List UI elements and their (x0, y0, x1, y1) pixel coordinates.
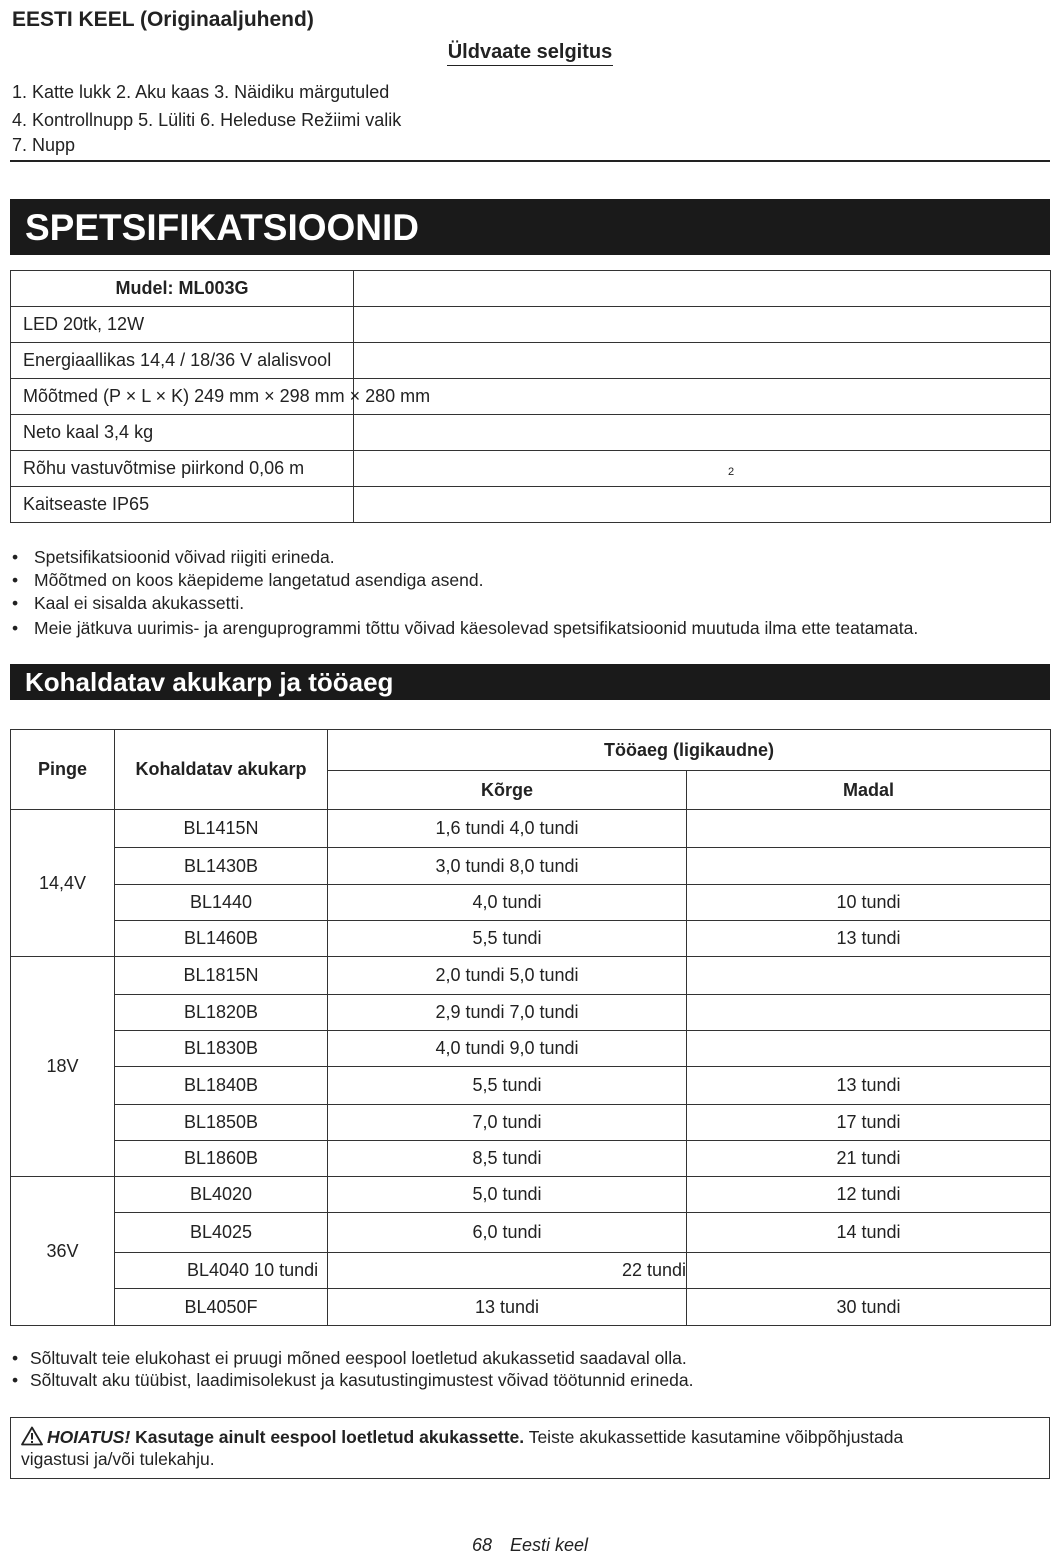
spec-dimensions: Mõõtmed (P × L × K) 249 mm × 298 mm × 280 mm (11, 379, 354, 415)
high-cell: 5,0 tundi (328, 1177, 687, 1213)
model-label: Mudel: ML003G (11, 271, 354, 307)
low-cell (687, 810, 1051, 848)
bullet-icon: • (12, 1370, 19, 1390)
model-cell: BL4025 (115, 1213, 328, 1253)
parts-line-2: 4. Kontrollnupp 5. Lüliti 6. Heleduse Režiimi valik (12, 110, 402, 130)
specs-header-row (11, 271, 1051, 307)
table-row (11, 1213, 1051, 1253)
battery-table (10, 729, 1051, 1326)
high-cell: 3,0 tundi 8,0 tundi (328, 848, 687, 885)
high-cell: 6,0 tundi (328, 1213, 687, 1253)
spec-value-cell (354, 379, 1051, 415)
table-row (11, 1105, 1051, 1141)
high-cell: 5,5 tundi (328, 921, 687, 957)
overview-title-text: Üldvaate selgitus (447, 41, 614, 66)
low-cell (687, 995, 1051, 1031)
low-cell: 12 tundi (687, 1177, 1051, 1213)
warning-text-line2: vigastusi ja/või tulekahju. (21, 1449, 215, 1469)
spec-protection: Kaitseaste IP65 (11, 487, 354, 523)
bullet-icon: • (12, 618, 19, 638)
low-cell: 14 tundi (687, 1213, 1051, 1253)
battery-note (12, 1348, 687, 1369)
table-row (11, 1141, 1051, 1177)
model-cell: BL1840B (115, 1067, 328, 1105)
page-number: 68 (471, 1535, 492, 1555)
spec-value-cell (354, 415, 1051, 451)
high-cell: 1,6 tundi 4,0 tundi (328, 810, 687, 848)
spec-value-cell (354, 343, 1051, 379)
spec-row (11, 487, 1051, 523)
high-cell: 2,0 tundi 5,0 tundi (328, 957, 687, 995)
battery-header-row (11, 730, 1051, 771)
spec-note-text: Kaal ei sisalda akukassetti. (34, 593, 245, 613)
spec-led: LED 20tk, 12W (11, 307, 354, 343)
high-cell: 13 tundi (328, 1289, 687, 1326)
spec-note (12, 570, 483, 591)
model-cell: BL1430B (115, 848, 328, 885)
low-cell (687, 1031, 1051, 1067)
warning-label: HOIATUS! (47, 1427, 131, 1447)
section-divider (10, 160, 1050, 162)
table-row (11, 1177, 1051, 1213)
spec-power-source: Energiaallikas 14,4 / 18/36 V alalisvool (11, 343, 354, 379)
col-high-header: Kõrge (328, 771, 687, 810)
spec-net-weight: Neto kaal 3,4 kg (11, 415, 354, 451)
warning-triangle-icon (21, 1426, 43, 1446)
parts-line-3: 7. Nupp (12, 135, 76, 155)
warning-text: Teiste akukassettide kasutamine võibpõhjustada (528, 1427, 904, 1447)
spec-value-cell (354, 307, 1051, 343)
model-cell: BL1815N (115, 957, 328, 995)
voltage-cell: 36V (11, 1177, 115, 1326)
low-cell: 21 tundi (687, 1141, 1051, 1177)
bullet-icon: • (12, 1348, 19, 1368)
spec-note (12, 618, 918, 639)
table-row (11, 1031, 1051, 1067)
overview-title (0, 41, 1060, 64)
model-cell: BL1460B (115, 921, 328, 957)
model-cell: BL1830B (115, 1031, 328, 1067)
high-cell: 4,0 tundi 9,0 tundi (328, 1031, 687, 1067)
model-cell: BL1415N (115, 810, 328, 848)
low-cell: 17 tundi (687, 1105, 1051, 1141)
table-row (11, 1067, 1051, 1105)
bullet-icon: • (12, 547, 19, 567)
model-cell: BL4050F (115, 1289, 328, 1326)
model-cell: BL4020 (115, 1177, 328, 1213)
voltage-cell: 18V (11, 957, 115, 1177)
battery-note-text: Sõltuvalt teie elukohast ei pruugi mõned eespool loetletud akukassetid saadaval olla. (30, 1348, 687, 1368)
page-footer (0, 1535, 1060, 1556)
high-cell: 4,0 tundi (328, 885, 687, 921)
parts-line-1: 1. Katte lukk 2. Aku kaas 3. Näidiku märgutuled (12, 82, 390, 102)
col-voltage-header: Pinge (11, 730, 115, 810)
spec-note-text: Meie jätkuva uurimis- ja arenguprogrammi tõttu võivad käesolevad spetsifikatsioonid muutuda ilma ette teatamata. (34, 618, 919, 638)
low-cell: 30 tundi (687, 1289, 1051, 1326)
table-row (11, 957, 1051, 995)
spec-row (11, 379, 1051, 415)
col-runtime-header: Tööaeg (ligikaudne) (328, 730, 1051, 771)
table-row (11, 1253, 1051, 1289)
table-row (11, 848, 1051, 885)
table-row (11, 885, 1051, 921)
table-row (11, 995, 1051, 1031)
spec-note (12, 547, 335, 568)
voltage-cell: 14,4V (11, 810, 115, 957)
spec-value-cell (354, 487, 1051, 523)
spec-row (11, 343, 1051, 379)
bullet-icon: • (12, 570, 19, 590)
low-cell: 13 tundi (687, 1067, 1051, 1105)
battery-note-text: Sõltuvalt aku tüübist, laadimisolekust ja kasutustingimustest võivad töötunnid erineda. (30, 1370, 694, 1390)
page-label: Eesti keel (509, 1535, 589, 1555)
high-cell: 5,5 tundi (328, 1067, 687, 1105)
high-cell: 7,0 tundi (328, 1105, 687, 1141)
superscript-2: 2 (728, 466, 735, 478)
model-cell: BL1820B (115, 995, 328, 1031)
low-cell: 10 tundi (687, 885, 1051, 921)
low-cell (687, 1253, 1051, 1289)
battery-note (12, 1370, 693, 1391)
low-cell: 13 tundi (687, 921, 1051, 957)
spec-note (12, 593, 244, 614)
spec-value-cell (354, 271, 1051, 307)
spec-value-cell (354, 451, 1051, 487)
high-cell: 2,9 tundi 7,0 tundi (328, 995, 687, 1031)
high-cell: 8,5 tundi (328, 1141, 687, 1177)
col-low-header: Madal (687, 771, 1051, 810)
language-title: EESTI KEEL (Originaaljuhend) (12, 8, 314, 31)
high-cell: 22 tundi (328, 1253, 687, 1289)
table-row (11, 1289, 1051, 1326)
bullet-icon: • (12, 593, 19, 613)
specs-table (10, 270, 1051, 523)
spec-row (11, 307, 1051, 343)
spec-pressure-area: Rõhu vastuvõtmise piirkond 0,06 m (11, 451, 354, 487)
model-cell: BL1850B (115, 1105, 328, 1141)
spec-note-text: Spetsifikatsioonid võivad riigiti erineda. (34, 547, 335, 567)
table-row (11, 921, 1051, 957)
spec-note-text: Mõõtmed on koos käepideme langetatud asendiga asend. (34, 570, 484, 590)
spec-row (11, 451, 1051, 487)
model-cell: BL1440 (115, 885, 328, 921)
low-cell (687, 957, 1051, 995)
warning-bold-text: Kasutage ainult eespool loetletud akukassette. (135, 1427, 525, 1447)
specs-heading: SPETSIFIKATSIOONID (10, 199, 1050, 255)
model-cell: BL1860B (115, 1141, 328, 1177)
col-cartridge-header: Kohaldatav akukarp (115, 730, 328, 810)
table-row (11, 810, 1051, 848)
warning-box (10, 1417, 1050, 1479)
spec-row (11, 415, 1051, 451)
low-cell (687, 848, 1051, 885)
model-cell: BL4040 10 tundi (115, 1253, 328, 1289)
battery-heading: Kohaldatav akukarp ja tööaeg (10, 664, 1050, 700)
